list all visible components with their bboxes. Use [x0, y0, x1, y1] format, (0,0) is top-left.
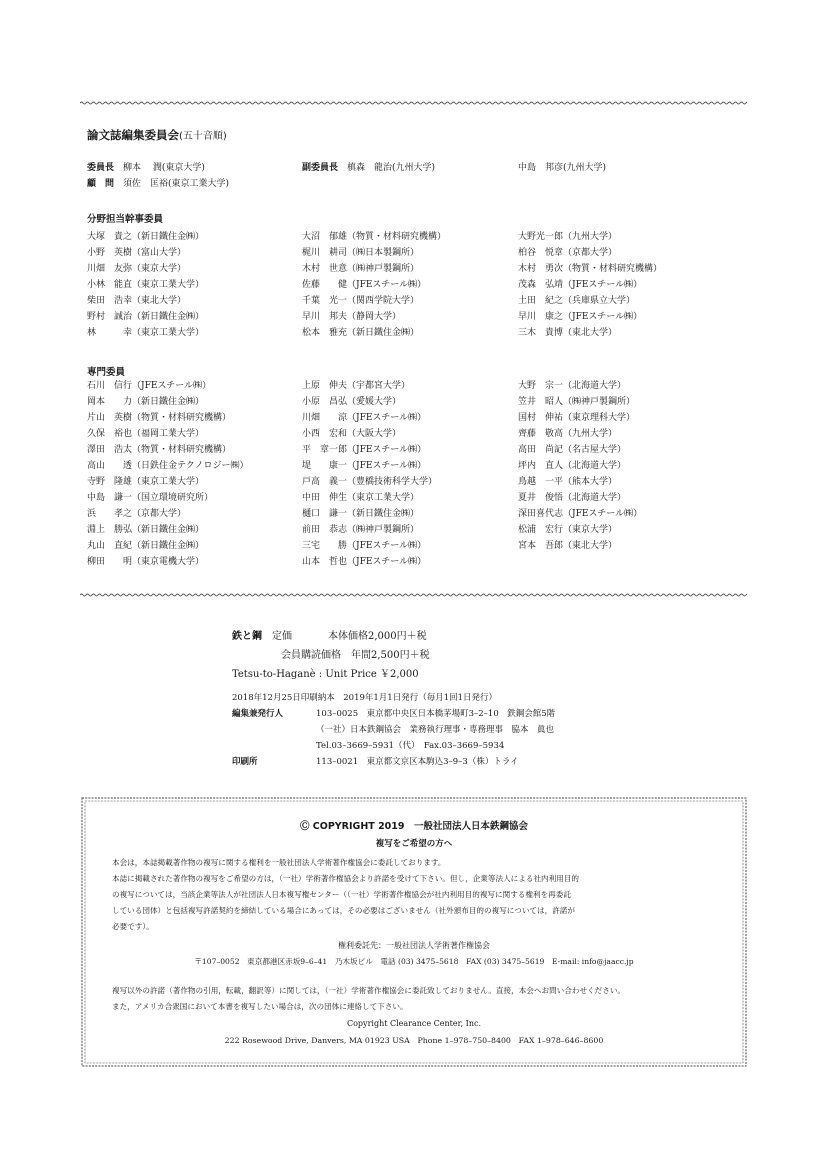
vice-chair-2-row — [518, 160, 606, 176]
member-entry: 淵上 勝弘（新日鐵住金㈱） — [87, 525, 205, 535]
copyright-box — [81, 797, 747, 1067]
member-entry: 柳田 明（東京電機大学） — [87, 557, 205, 567]
copyright-subheading: 複写をご希望の方へ — [375, 839, 453, 849]
ccc-address: 222 Rosewood Drive, Danvers, MA 01923 USA Phone 1–978–750–8400 FAX 1–978–646–8600 — [224, 1036, 604, 1045]
member-entry: 小野 英樹（富山大学） — [87, 248, 187, 258]
member-entry: 三木 貴博（東北大学） — [518, 328, 618, 338]
copyright-p2-line3: している団体）と包括複写許諾契約を締結している場合にあっては，その必要はございません（社外頒布目的の複写については，許諾が — [112, 906, 575, 915]
publication-dates: 2018年12月25日印刷納本 2019年1月1日発行（毎月1回1日発行） — [232, 693, 498, 703]
member-entry: 千葉 光一（関西学院大学） — [302, 296, 420, 306]
member-entry: 坪内 直人（北海道大学） — [518, 461, 627, 471]
advisor-role: 顧 問 — [87, 179, 115, 189]
member-entry: 前田 恭志（㈱神戸製鋼所） — [302, 525, 420, 535]
price-label: 定価 — [272, 631, 292, 642]
member-entry: 川畑 涼（JFEスチール㈱） — [302, 413, 427, 423]
member-entry: 大野光一郎（九州大学） — [518, 232, 618, 242]
editor-address: 103–0025 東京都中央区日本橋茅場町3–2–10 鉄鋼会館5階 — [316, 709, 556, 719]
advisor-name: 須佐 匡裕 — [123, 179, 169, 189]
section2-col-2 — [302, 378, 512, 570]
top-wavy-rule — [80, 100, 747, 106]
english-price: Tetsu-to-Haganè : Unit Price ￥2,000 — [232, 669, 419, 680]
member-entry: 中田 伸生（東京工業大学） — [302, 493, 420, 503]
member-entry: 小原 昌弘（愛媛大学） — [302, 397, 402, 407]
member-entry: 三宅 勝（JFEスチール㈱） — [302, 541, 427, 551]
member-entry: 岡本 力（新日鐵住金㈱） — [87, 397, 205, 407]
member-entry: 浜 孝之（京都大学） — [87, 509, 187, 519]
member-entry: 平 章一郎（JFEスチール㈱） — [302, 445, 427, 455]
vice-chair-2-name: 中島 邦彦 — [518, 163, 564, 173]
advisor-affil: (東京工業大学) — [168, 179, 230, 189]
vice-chair-row — [302, 160, 435, 176]
chair-row — [87, 160, 205, 176]
chair-name: 柳本 潤 — [123, 163, 162, 173]
member-entry: 夏井 俊悟（北海道大学） — [518, 493, 627, 503]
member-entry: 大沼 郁雄（物質・材料研究機構） — [302, 232, 447, 242]
member-entry: 早川 康之（JFEスチール㈱） — [518, 312, 643, 322]
member-entry: 深田喜代志（JFEスチール㈱） — [518, 509, 643, 519]
member-entry: 松浦 宏行（東京大学） — [518, 525, 618, 535]
section2-col-1 — [87, 378, 297, 570]
section2-title: 専門委員 — [87, 367, 126, 378]
section1-col-3 — [518, 229, 728, 341]
price-line — [232, 627, 427, 642]
member-entry: 早川 邦夫（静岡大学） — [302, 312, 402, 322]
member-entry: 澤田 浩太（物質・材料研究機構） — [87, 445, 232, 455]
editor-tel: Tel.03–3669–5931（代） Fax.03–3669–5934 — [316, 741, 505, 751]
member-entry: 片山 英樹（物質・材料研究機構） — [87, 413, 232, 423]
member-entry: 国村 伸祐（東京理科大学） — [518, 413, 636, 423]
vice-chair-name: 槙森 龍治 — [347, 163, 393, 173]
member-entry: 寺野 隆雄（東京工業大学） — [87, 477, 205, 487]
member-entry: 木村 世意（㈱神戸製鋼所） — [302, 264, 420, 274]
copyright-p2-line4: 必要です）。 — [112, 922, 154, 931]
member-entry: 佐藤 健（JFEスチール㈱） — [302, 280, 427, 290]
committee-title-note: (五十音順) — [179, 131, 227, 142]
printer-address: 113–0021 東京都文京区本駒込3–9–3（株）トライ — [316, 757, 519, 767]
member-entry: 戸高 義一（豊橋技術科学大学） — [302, 477, 438, 487]
editor-label: 編集兼発行人 — [232, 709, 284, 719]
member-entry: 石川 信行（JFEスチール㈱） — [87, 381, 212, 391]
member-entry: 茂森 弘靖（JFEスチール㈱） — [518, 280, 643, 290]
member-entry: 中島 謙一（国立環境研究所） — [87, 493, 214, 503]
member-entry: 笠井 昭人（㈱神戸製鋼所） — [518, 397, 636, 407]
rights-agent-address: 〒107–0052 東京都港区赤坂9–6–41 乃木坂ビル 電話 (03) 3475–5618 FAX (03) 3475–5619 E-mail: info@jaacc.jp — [194, 957, 634, 966]
copyright-p1: 本会は，本誌掲載著作物の複写に関する権利を一般社団法人学術著作権協会に委託しております。 — [112, 858, 446, 867]
member-entry: 鳥越 一平（熊本大学） — [518, 477, 618, 487]
member-entry: 川畑 友弥（東京大学） — [87, 264, 187, 274]
advisor-row — [87, 176, 229, 192]
member-entry: 久保 裕也（福岡工業大学） — [87, 429, 205, 439]
member-entry: 堤 康一（JFEスチール㈱） — [302, 461, 427, 471]
chair-role: 委員長 — [87, 163, 115, 173]
rights-agent: 権利委託先：一般社団法人学術著作権協会 — [338, 941, 490, 950]
committee-title — [87, 127, 227, 143]
member-entry: 小林 能直（東京工業大学） — [87, 280, 205, 290]
member-entry: 柴田 浩幸（東北大学） — [87, 296, 187, 306]
copyright-p3-line2: また，アメリカ合衆国において本書を複写したい場合は，次の団体に連絡して下さい。 — [112, 1002, 408, 1011]
member-entry: 宮本 吾郎（東北大学） — [518, 541, 618, 551]
member-entry: 丸山 直紀（新日鐵住金㈱） — [87, 541, 205, 551]
copyright-p3-line1: 複写以外の許諾（著作物の引用，転載，翻訳等）に関しては，（一社）学術著作権協会に委託致しておりません。直接，本会へお問い合わせください。 — [112, 986, 626, 995]
copyright-p2-line2: の複写については，当該企業等法人が社団法人日本複写権センター（（一社）学術著作権協会が社内利用目的複写に関する権利を再委託 — [112, 890, 571, 899]
journal-name: 鉄と鋼 — [232, 631, 262, 642]
member-entry: 樋口 謙一（新日鐵住金㈱） — [302, 509, 420, 519]
section2-col-3 — [518, 378, 728, 570]
member-entry: 小西 宏和（大阪大学） — [302, 429, 402, 439]
copyright-p2-line1: 本誌に掲載された著作物の複写をご希望の方は，（一社）学術著作権協会より許諾を受けて下さい。但し，企業等法人による社内利用目的 — [112, 874, 580, 883]
editor-organization: （一社）日本鉄鋼協会 業務執行理事・専務理事 脇本 眞也 — [316, 725, 555, 735]
bottom-wavy-rule — [80, 592, 747, 598]
member-entry: 柏谷 悦章（京都大学） — [518, 248, 618, 258]
member-entry: 林 幸（東京工業大学） — [87, 328, 205, 338]
member-entry: 山本 哲也（JFEスチール㈱） — [302, 557, 427, 567]
member-entry: 齊藤 敬高（九州大学） — [518, 429, 618, 439]
vice-chair-2-affil: (九州大学) — [563, 163, 607, 173]
vice-chair-role: 副委員長 — [302, 163, 339, 173]
member-entry: 高山 透（日鉄住金テクノロジー㈱） — [87, 461, 249, 471]
member-entry: 木村 勇次（物質・材料研究機構） — [518, 264, 663, 274]
printer-label: 印刷所 — [232, 757, 258, 767]
section1-col-1 — [87, 229, 297, 341]
member-entry — [518, 554, 728, 570]
section1-col-2 — [302, 229, 512, 341]
section1-title: 分野担当幹事委員 — [87, 214, 164, 225]
committee-title-text: 論文誌編集委員会 — [87, 128, 179, 142]
member-price: 会員購読価格 年間2,500円＋税 — [281, 650, 430, 661]
member-entry: 大野 宗一（北海道大学） — [518, 381, 627, 391]
member-entry: 松本 雅充（新日鐵住金㈱） — [302, 328, 420, 338]
ccc-name: Copyright Clearance Center, Inc. — [346, 1019, 481, 1028]
vice-chair-affil: (九州大学) — [392, 163, 436, 173]
chair-affil: (東京大学) — [161, 163, 205, 173]
member-entry: 大塚 貴之（新日鐵住金㈱） — [87, 232, 205, 242]
member-entry: 野村 誠治（新日鐵住金㈱） — [87, 312, 205, 322]
copyright-heading: Ⓒ COPYRIGHT 2019 一般社団法人日本鉄鋼協会 — [299, 821, 529, 832]
member-entry: 土田 紀之（兵庫県立大学） — [518, 296, 636, 306]
member-entry: 高田 尚記（名古屋大学） — [518, 445, 627, 455]
member-entry: 上原 伸夫（宇都宮大学） — [302, 381, 411, 391]
price-body: 本体価格2,000円＋税 — [328, 631, 427, 642]
member-entry: 梶川 耕司（㈱日本製鋼所） — [302, 248, 420, 258]
